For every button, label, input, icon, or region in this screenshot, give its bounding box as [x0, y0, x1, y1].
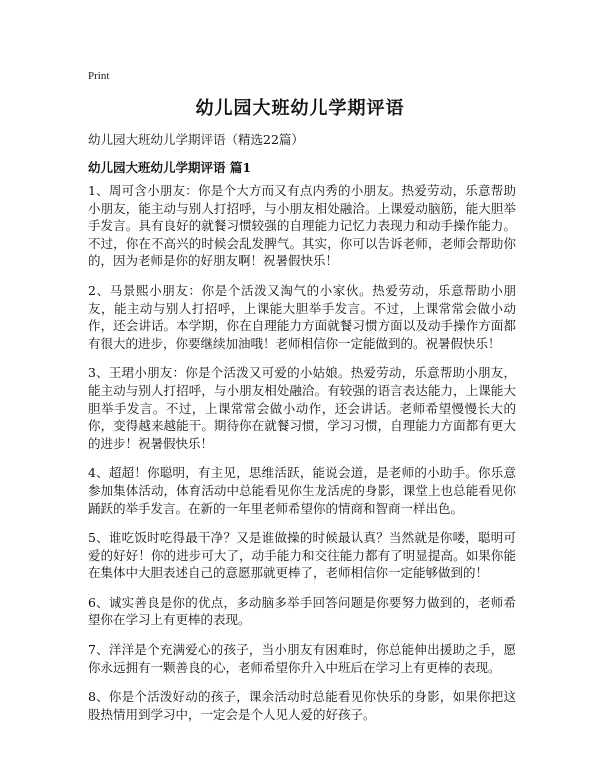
- document-subtitle: 幼儿园大班幼儿学期评语（精选22篇）: [88, 132, 304, 147]
- print-link[interactable]: Print: [88, 70, 110, 82]
- paragraph-4: 4、超超！你聪明，有主见，思维活跃，能说会道，是老师的小助手。你乐意参加集体活动，体育活动中总能看见你生龙活虎的身影，课堂上也总能看见你踊跃的举手发言。在新的一年里老师希望你的情商和智商一样出色。: [88, 465, 516, 516]
- paragraph-7: 7、洋洋是个充满爱心的孩子，当小朋友有困难时，你总能伸出援助之手，愿你永远拥有一颗善良的心，老师希望你升入中班后在学习上有更棒的表现。: [88, 642, 516, 675]
- section-heading: 幼儿园大班幼儿学期评语 篇1: [88, 160, 252, 175]
- page-title: 幼儿园大班幼儿学期评语: [195, 98, 405, 119]
- paragraph-8: 8、你是个活泼好动的孩子，课余活动时总能看见你快乐的身影，如果你把这股热情用到学习中，一定会是个人见人爱的好孩子。: [88, 689, 516, 722]
- document-body: [88, 182, 516, 735]
- paragraph-2: 2、马景熙小朋友：你是个活泼又淘气的小家伙。热爱劳动，乐意帮助小朋友，能主动与别人打招呼，上课能大胆举手发言。不过，上课常常会做小动作，还会讲话。本学期，你在自理能力方面就餐习惯方面以及动手操作方面都有很大的进步，你要继续加油哦！老师相信你一定能做到的。祝暑假快乐！: [88, 282, 516, 351]
- paragraph-3: 3、王珺小朋友：你是个活泼又可爱的小姑娘。热爱劳动，乐意帮助小朋友，能主动与别人打招呼，与小朋友相处融洽。有较强的语言表达能力，上课能大胆举手发言。不过，上课常常会做小动作，还会讲话。老师希望慢慢长大的你，变得越来越能干。期待你在就餐习惯，学习习惯，自理能力方面都有更大的进步！祝暑假快乐！: [88, 365, 516, 451]
- paragraph-1: 1、周可含小朋友：你是个大方而又有点内秀的小朋友。热爱劳动，乐意帮助小朋友，能主动与别人打招呼，与小朋友相处融洽。上课爱动脑筋，能大胆举手发言。具有良好的就餐习惯较强的自理能力记忆力表现力和动手操作能力。不过，你在不高兴的时候会乱发脾气。其实，你可以告诉老师，老师会帮助你的，因为老师是你的好朋友啊！祝暑假快乐！: [88, 183, 516, 269]
- paragraph-5: 5、谁吃饭时吃得最干净？又是谁做操的时候最认真？当然就是你喽，聪明可爱的好好！你的进步可大了，动手能力和交往能力都有了明显提高。如果你能在集体中大胆表述自己的意愿那就更棒了，老师相信你一定能够做到的！: [88, 530, 516, 581]
- paragraph-6: 6、诚实善良是你的优点，多动脑多举手回答问题是你要努力做到的，老师希望你在学习上有更棒的表现。: [88, 594, 516, 628]
